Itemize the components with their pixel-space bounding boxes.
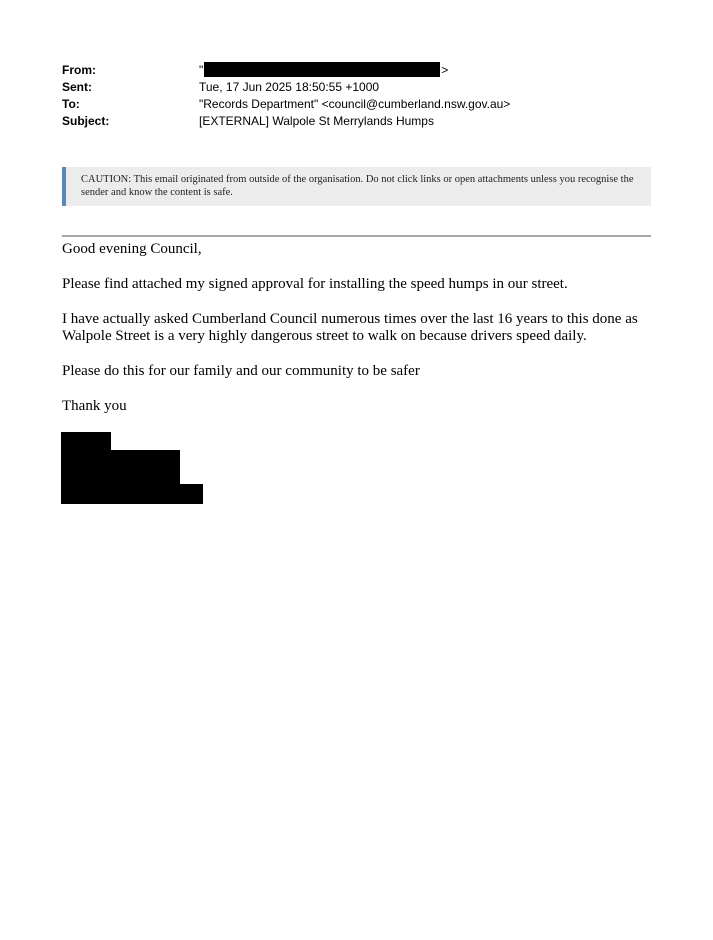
body-paragraph-2: I have actually asked Cumberland Council numerous times over the last 16 years to this done as Walpole Street is a very highly dangerous street to walk on because drivers speed daily. [62,311,638,344]
body-paragraph-3: Please do this for our family and our community to be safer [62,363,420,379]
from-label: From: [62,63,96,77]
sent-label: Sent: [62,80,92,94]
from-row [62,62,510,79]
redacted-sender [204,62,440,77]
from-value [199,62,448,79]
subject-value: [EXTERNAL] Walpole St Merrylands Humps [199,114,434,128]
subject-row [62,113,510,130]
redaction-block-1 [61,432,111,452]
sent-value: Tue, 17 Jun 2025 18:50:55 +1000 [199,80,380,94]
divider [62,235,651,237]
body-paragraph-1: Please find attached my signed approval for installing the speed humps in our street. [62,276,568,292]
closing: Thank you [62,398,127,414]
to-label: To: [62,97,80,111]
caution-text: CAUTION: This email originated from outside of the organisation. Do not click links or open attachments unless you recognise the sender and know the content is safe. [81,174,634,198]
from-open-quote: " [199,63,204,77]
redaction-block-3 [61,484,203,504]
to-value: "Records Department" <council@cumberland.nsw.gov.au> [199,97,511,111]
email-header [62,62,510,130]
email-body [62,241,662,433]
redaction-block-2 [61,450,180,486]
greeting: Good evening Council, [62,241,202,257]
sent-row [62,79,510,96]
from-close: > [441,63,449,77]
subject-label: Subject: [62,114,110,128]
caution-banner [62,167,651,206]
to-row [62,96,510,113]
